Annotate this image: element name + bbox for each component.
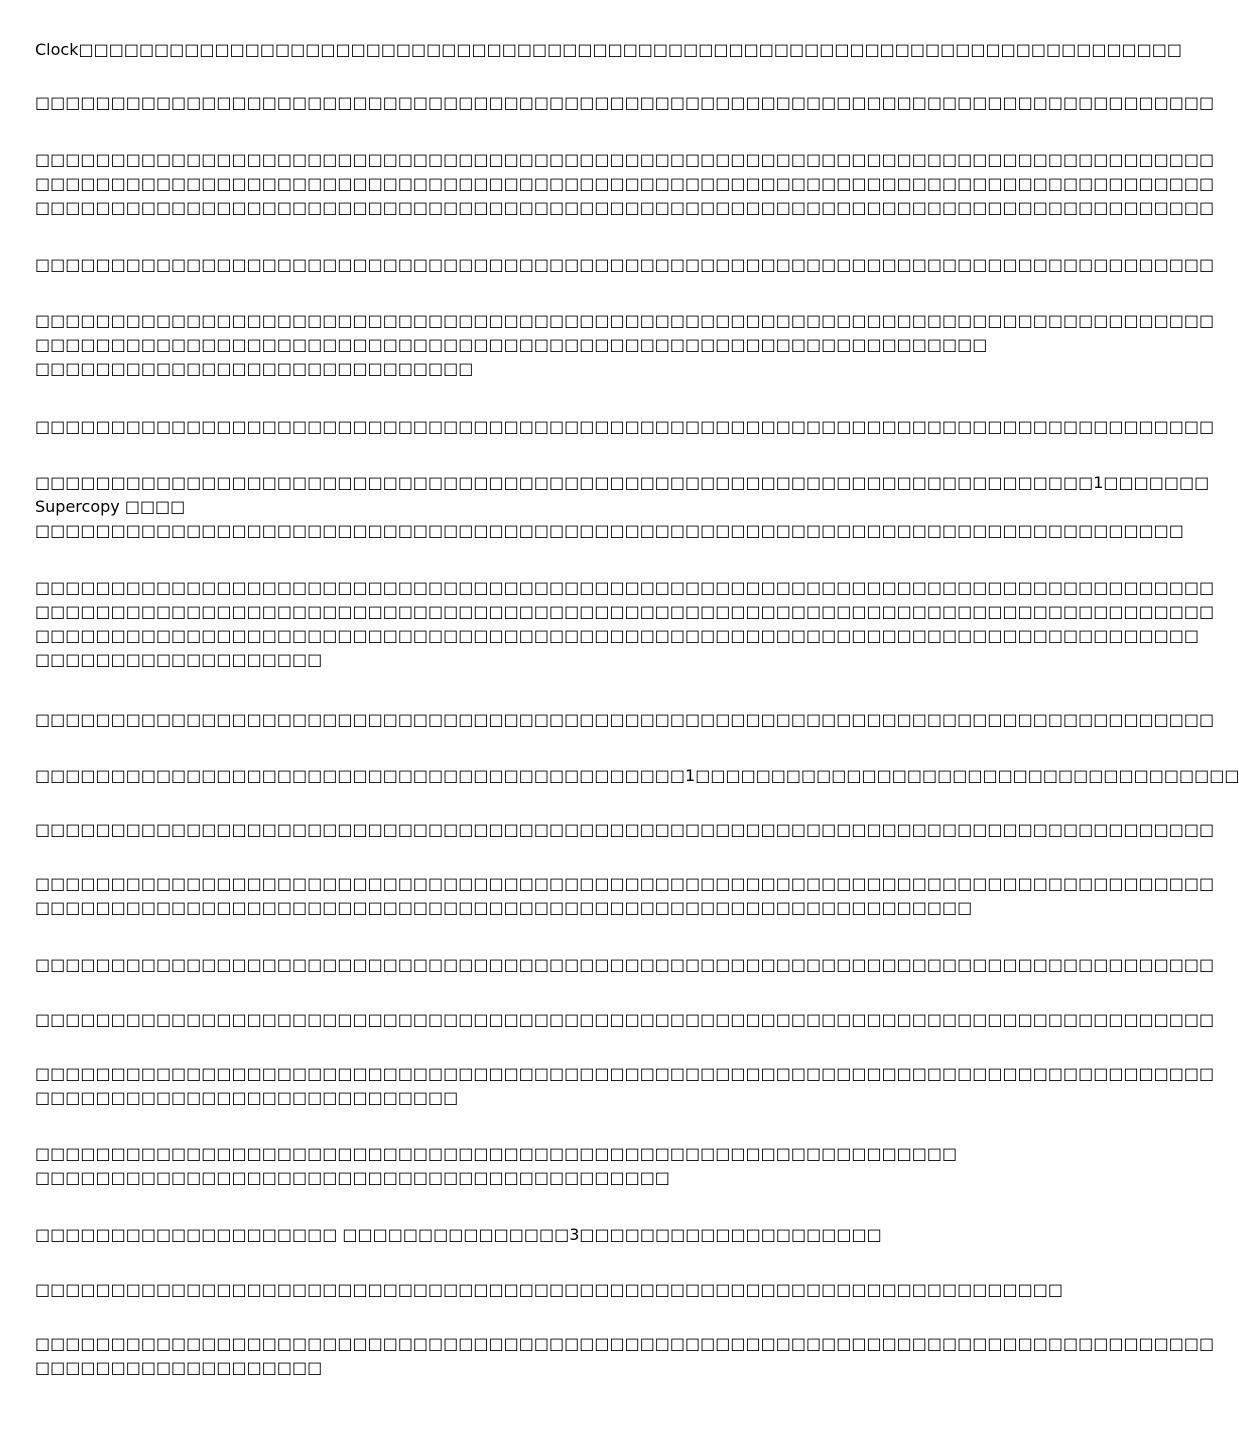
text-line: □□□□□□□□□□□□□□□□□□□□□□□□□□□□□□□□□□□□□□□□□□□□□□□□□□□□□□□□□□□□□□□□□□□□□□□□□□□□□□ — [35, 710, 1215, 729]
paragraph — [35, 91, 1215, 115]
text-line: □□□□□□□□□□□□□□□□□□□□□□□□□□□□□□□□□□□□□□□□□□□□□□□□□□□□□□□□□□□□□□□□□□□□□□□□□□□□□□ — [35, 174, 1215, 193]
text-line: □□□□□□□□□□□□□□□□□□□□□□□□□□□□□ — [35, 359, 474, 378]
text-line: □□□□□□□□□□□□□□□□□□□□□□□□□□□□□□□□□□□□□□□□□□□□□□□□□□□□□□□□□□□□□□□□□□□□□□□□□□□□□ — [35, 626, 1200, 645]
text-line: □□□□□□□□□□□□□□□□□□□□□□□□□□□□□□□□□□□□□□□□□□□□□□□□□□□□□□□□□□□□□□□□□□□□□□1□□□□□□□ — [35, 473, 1210, 492]
paragraph — [35, 708, 1215, 732]
text-line: □□□□□□□□□□□□□□□□□□□□□□□□□□□□□□□□□□□□□□□□□□ — [35, 1168, 670, 1187]
paragraph — [35, 253, 1215, 277]
text-line: □□□□□□□□□□□□□□□□□□□□□□□□□□□□□□□□□□□□□□□□□□□□□□□□□□□□□□□□□□□□□□□□□□□□□□□□□□□□□□ — [35, 93, 1215, 112]
paragraph — [35, 953, 1215, 977]
text-line: □□□□□□□□□□□□□□□□□□□□□□□□□□□□□□□□□□□□□□□□□□□□□□□□□□□□□□□□□□□□□ — [35, 1144, 958, 1163]
text-line: □□□□□□□□□□□□□□□□□□□□□□□□□□□□□□□□□□□□□□□□□□□□□□□□□□□□□□□□□□□□□□□ — [35, 335, 988, 354]
text-line: □□□□□□□□□□□□□□□□□□□□□□□□□□□□□□□□□□□□□□□□□□□□□□□□□□□□□□□□□□□□□□□□□□□□ — [35, 1280, 1063, 1299]
text-line: □□□□□□□□□□□□□□□□□□□□□□□□□□□□□□□□□□□□□□□□□□□□□□□□□□□□□□□□□□□□□□□□□□□□□□□□□□□□□□ — [35, 311, 1215, 330]
paragraph — [35, 1223, 990, 1247]
text-line: □□□□□□□□□□□□□□□□□□□□□□□□□□□□□□□□□□□□□□□□□□□□□□□□□□□□□□□□□□□□□□□□□□□□□□□□□□□□□□ — [35, 602, 1215, 621]
paragraph — [35, 38, 1183, 62]
paragraph — [35, 818, 1215, 842]
text-line: □□□□□□□□□□□□□□□□□□□□□□□□□□□□□□□□□□□□□□□□□□□□□□□□□□□□□□□□□□□□□□ — [35, 898, 973, 917]
paragraph — [35, 872, 1215, 920]
text-line: □□□□□□□□□□□□□□□□□□□□□□□□□□□□□□□□□□□□□□□□□□□□□□□□□□□□□□□□□□□□□□□□□□□□□□□□□□□□□□ — [35, 198, 1215, 217]
text-line: □□□□□□□□□□□□□□□□□□□□□□□□□□□□□□□□□□□□□□□□□□□□□□□□□□□□□□□□□□□□□□□□□□□□□□□□□□□□ — [35, 521, 1184, 540]
text-line: □□□□□□□□□□□□□□□□□□□□□□□□□□□□ — [35, 1088, 459, 1107]
text-line: □□□□□□□□□□□□□□□□□□□□□□□□□□□□□□□□□□□□□□□□□□□□□□□□□□□□□□□□□□□□□□□□□□□□□□□□□□□□□□ — [35, 820, 1215, 839]
paragraph — [35, 415, 1215, 439]
text-line: □□□□□□□□□□□□□□□□□□□□□□□□□□□□□□□□□□□□□□□□□□□□□□□□□□□□□□□□□□□□□□□□□□□□□□□□□□□□□□ — [35, 417, 1215, 436]
text-line: □□□□□□□□□□□□□□□□□□□ — [35, 650, 323, 669]
text-line: □□□□□□□□□□□□□□□□□□□□□□□□□□□□□□□□□□□□□□□□□□□□□□□□□□□□□□□□□□□□□□□□□□□□□□□□□□□□□□ — [35, 1334, 1215, 1353]
text-line: □□□□□□□□□□□□□□□□□□□□□□□□□□□□□□□□□□□□□□□□□□□□□□□□□□□□□□□□□□□□□□□□□□□□□□□□□□□□□□ — [35, 578, 1215, 597]
paragraph — [35, 1142, 990, 1190]
text-line: □□□□□□□□□□□□□□□□□□□□□□□□□□□□□□□□□□□□□□□□□□□□□□□□□□□□□□□□□□□□□□□□□□□□□□□□□□□□□□ — [35, 150, 1215, 169]
text-line: □□□□□□□□□□□□□□□□□□□□□□□□□□□□□□□□□□□□□□□□□□□□□□□□□□□□□□□□□□□□□□□□□□□□□□□□□□□□□□ — [35, 955, 1215, 974]
paragraph — [35, 764, 1239, 788]
text-line: □□□□□□□□□□□□□□□□□□□□□□□□□□□□□□□□□□□□□□□□□□□□□□□□□□□□□□□□□□□□□□□□□□□□□□□□□□□□□□ — [35, 1010, 1215, 1029]
paragraph — [35, 471, 1210, 543]
text-line: □□□□□□□□□□□□□□□□□□□ — [35, 1358, 323, 1377]
paragraph — [35, 309, 1215, 381]
paragraph — [35, 1008, 1215, 1032]
paragraph — [35, 1278, 1063, 1302]
paragraph — [35, 576, 1215, 672]
text-line: Clock□□□□□□□□□□□□□□□□□□□□□□□□□□□□□□□□□□□□□□□□□□□□□□□□□□□□□□□□□□□□□□□□□□□□□□□□□ — [35, 40, 1183, 59]
text-line: □□□□□□□□□□□□□□□□□□□□□□□□□□□□□□□□□□□□□□□□□□□□□□□□□□□□□□□□□□□□□□□□□□□□□□□□□□□□□□ — [35, 874, 1215, 893]
paragraph — [35, 1062, 1215, 1110]
text-line: Supercopy □□□□ — [35, 497, 186, 516]
text-line: □□□□□□□□□□□□□□□□□□□□□□□□□□□□□□□□□□□□□□□□□□□□□□□□□□□□□□□□□□□□□□□□□□□□□□□□□□□□□□ — [35, 255, 1215, 274]
text-line: □□□□□□□□□□□□□□□□□□□□□□□□□□□□□□□□□□□□□□□□□□□1□□□□□□□□□□□□□□□□□□□□□□□□□□□□□□□□□□□□ — [35, 766, 1239, 785]
paragraph — [35, 1332, 1215, 1380]
paragraph — [35, 148, 1215, 220]
text-line: □□□□□□□□□□□□□□□□□□□□□□□□□□□□□□□□□□□□□□□□□□□□□□□□□□□□□□□□□□□□□□□□□□□□□□□□□□□□□□ — [35, 1064, 1215, 1083]
text-line: □□□□□□□□□□□□□□□□□□□□ □□□□□□□□□□□□□□□3□□□□□□□□□□□□□□□□□□□□ — [35, 1225, 882, 1244]
